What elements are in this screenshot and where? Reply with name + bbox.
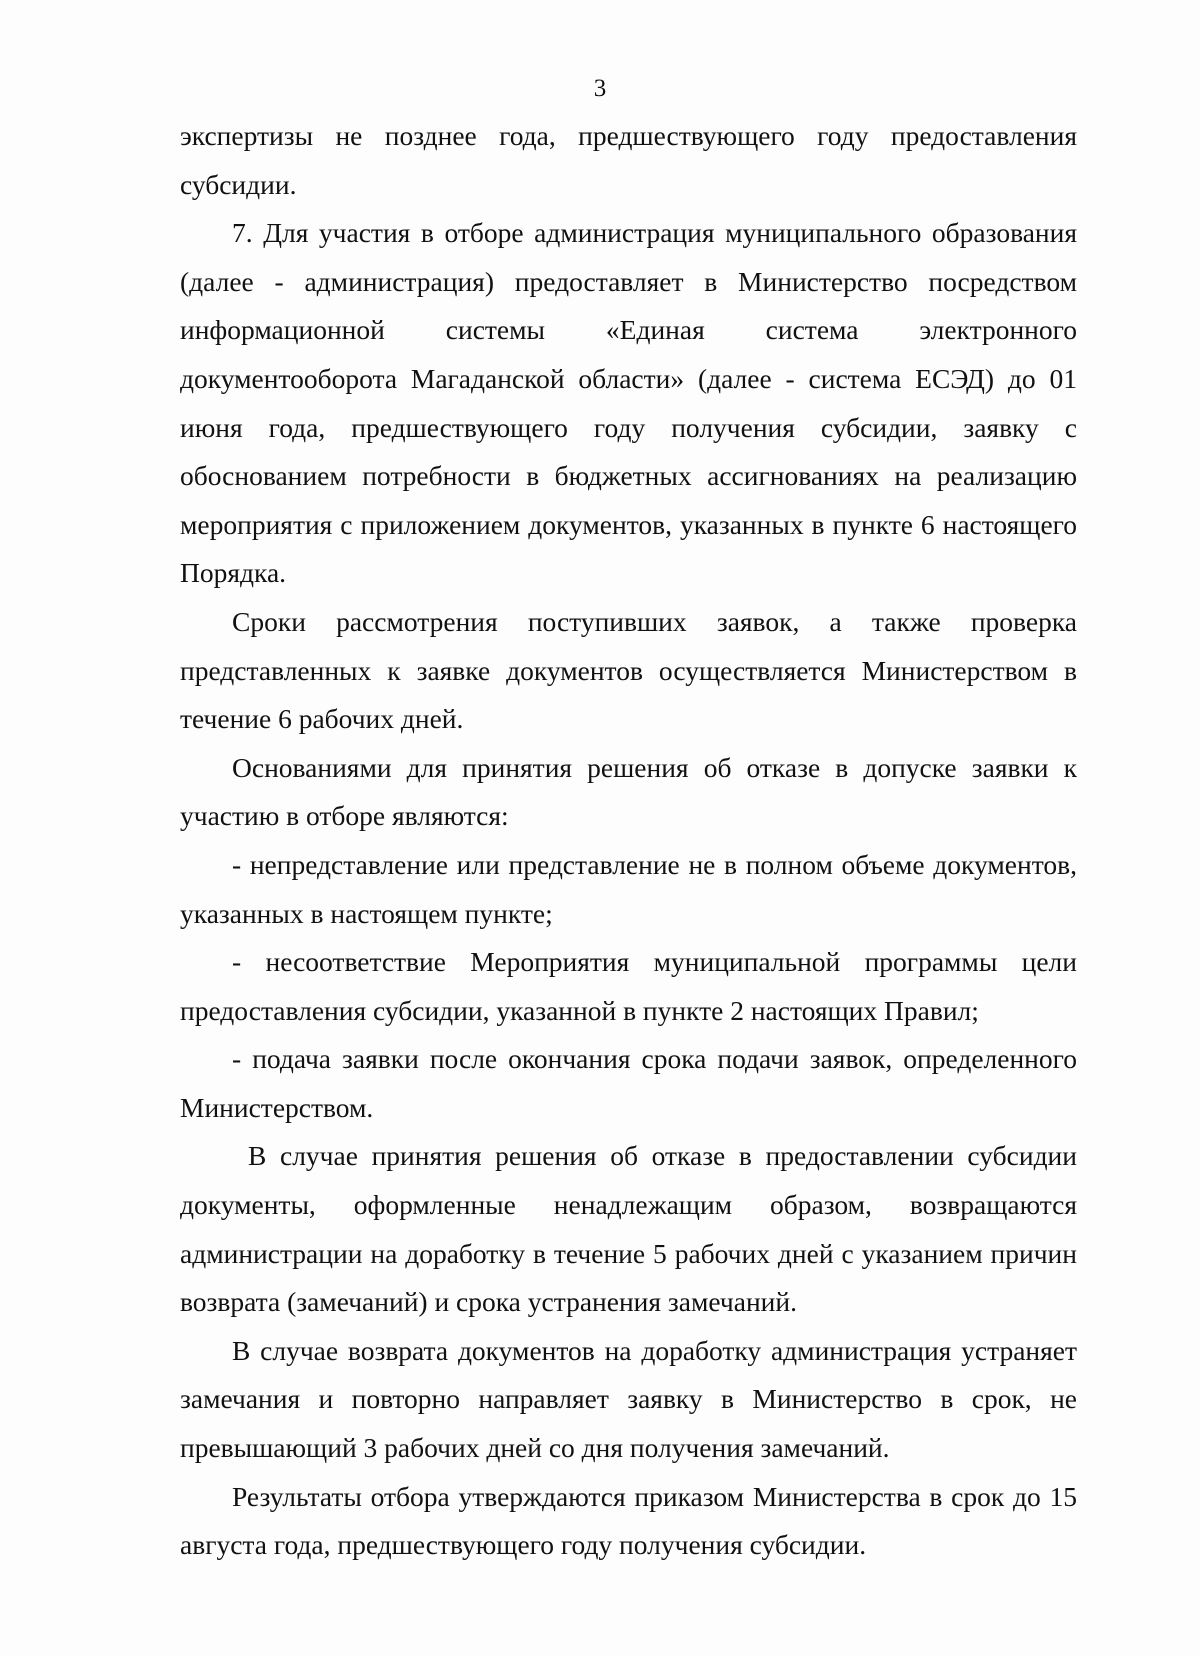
paragraph-results: Результаты отбора утверждаются приказом Министерства в срок до 15 августа года, предшествующего году получения субсидии. <box>180 1480 1077 1561</box>
paragraph-item-7: 7. Для участия в отборе администрация муниципального образования (далее - администрация) предоставляет в Министерство посредством информационной системы «Единая система электронного документооборота Магаданской области» (далее - система ЕСЭД) до 01 июня года, предшествующего году получения субсидии, заявку с обоснованием потребности в бюджетных ассигнованиях на реализацию мероприятия с приложением документов, указанных в пункте 6 настоящего Порядка. <box>180 217 1077 589</box>
page-number: 3 <box>593 75 607 102</box>
paragraph-rejection-grounds: Основаниями для принятия решения об отказе в допуске заявки к участию в отборе являются: <box>180 751 1077 832</box>
paragraph-resubmission: В случае возврата документов на доработку администрация устраняет замечания и повторно направляет заявку в Министерство в срок, не превышающий 3 рабочих дней со дня получения замечаний. <box>180 1334 1077 1464</box>
document-body <box>180 112 1077 1570</box>
paragraph-review-terms: Сроки рассмотрения поступивших заявок, а также проверка представленных к заявке документов осуществляется Министерством в течение 6 рабочих дней. <box>180 605 1077 735</box>
paragraph-return-documents: В случае принятия решения об отказе в предоставлении субсидии документы, оформленные ненадлежащим образом, возвращаются администрации на доработку в течение 5 рабочих дней с указанием причин возврата (замечаний) и срока устранения замечаний. <box>180 1140 1077 1318</box>
list-item-ground-1: - непредставление или представление не в полном объеме документов, указанных в настоящем пункте; <box>180 848 1077 929</box>
paragraph-continuation: экспертизы не позднее года, предшествующего году предоставления субсидии. <box>180 120 1077 200</box>
list-item-ground-2: - несоответствие Мероприятия муниципальной программы цели предоставления субсидии, указанной в пункте 2 настоящих Правил; <box>180 946 1077 1026</box>
list-item-ground-3: - подача заявки после окончания срока подачи заявок, определенного Министерством. <box>180 1043 1077 1123</box>
